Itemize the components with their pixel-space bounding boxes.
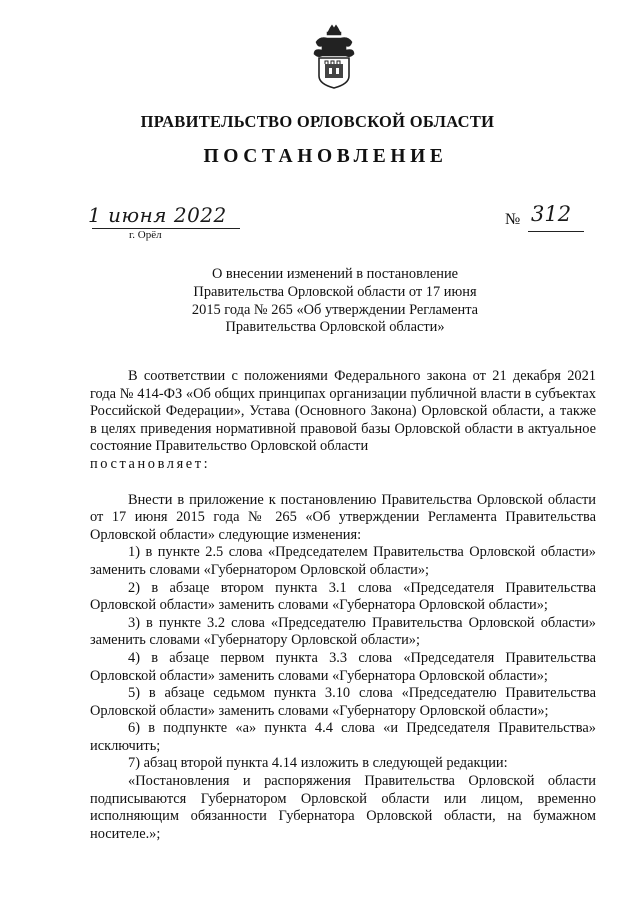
handwritten-date: 1 июня 2022 xyxy=(88,203,227,227)
list-item: 7) абзац второй пункта 4.14 изложить в следующей редакции: xyxy=(128,755,508,772)
list-item: 6) в подпункте «а» пункта 4.4 слова «и Председателя Правительства» исключить; xyxy=(90,720,596,754)
preamble-paragraph: В соответствии с положениями Федерального закона от 21 декабря 2021 года № 414-ФЗ «Об общих принципах организации публичной власти в субъектах Российской Федерации», Устава (Основного Закона) Орловской области, а также в целях приведения нормативной правовой базы Орловской области в актуальное состояние Правительство Орловской области xyxy=(90,368,596,455)
list-item: 3) в пункте 3.2 слова «Председателю Правительства Орловской области» заменить словами «Губернатору Орловской области»; xyxy=(90,614,596,649)
date-underline xyxy=(92,228,240,229)
list-item: 5) в абзаце седьмом пункта 3.10 слова «Председателю Правительства Орловской области» заменить словами «Губернатору Орловской области»; xyxy=(90,685,596,719)
intro-paragraph: Внести в приложение к постановлению Правительства Орловской области от 17 июня 2015 года № 265 «Об утверждении Регламента Правительства Орловской области» следующие изменения: xyxy=(90,491,596,543)
resolves-word: постановляет: xyxy=(90,455,211,472)
handwritten-number: 312 xyxy=(531,202,572,226)
subject-line: Правительства Орловской области от 17 июня xyxy=(193,283,477,300)
subject-line: О внесении изменений в постановление xyxy=(211,266,459,282)
document-subject xyxy=(160,266,510,337)
document-type: ПОСТАНОВЛЕНИЕ xyxy=(203,146,448,167)
number-underline xyxy=(528,231,584,232)
city: г. Орёл xyxy=(129,229,162,241)
subject-line: 2015 года № 265 «Об утверждении Регламента xyxy=(191,301,479,318)
list-item: 2) в абзаце втором пункта 3.1 слова «Председателя Правительства Орловской области» заменить словами «Губернатора Орловской области»; xyxy=(90,579,596,614)
subject-line: Правительства Орловской области» xyxy=(225,319,445,336)
list-item: 1) в пункте 2.5 слова «Председателем Правительства Орловской области» заменить словами «Губернатором Орловской области»; xyxy=(90,544,596,578)
number-label: № xyxy=(505,211,521,228)
coat-of-arms-icon xyxy=(310,24,358,90)
list-item: 4) в абзаце первом пункта 3.3 слова «Председателя Правительства Орловской области» заменить словами «Губернатора Орловской области»; xyxy=(90,649,596,684)
quote-paragraph: «Постановления и распоряжения Правительства Орловской области подписываются Губернатором Орловской области или лицом, временно исполняющим обязанности Губернатора Орловской области, на бумажном носителе.»; xyxy=(90,773,596,842)
document-body xyxy=(90,368,596,843)
organization-name: ПРАВИТЕЛЬСТВО ОРЛОВСКОЙ ОБЛАСТИ xyxy=(140,112,495,131)
